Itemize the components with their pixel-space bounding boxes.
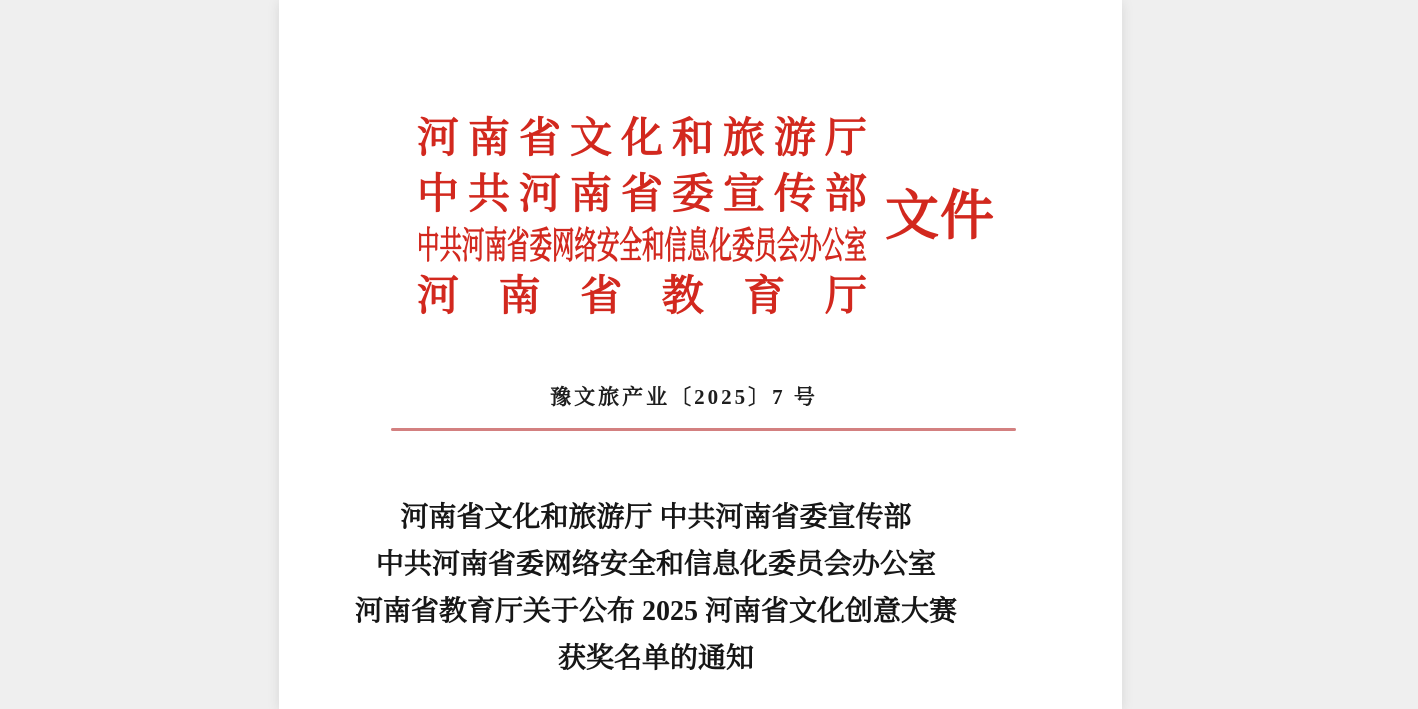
title-line-1: 河南省文化和旅游厅 中共河南省委宣传部	[400, 502, 912, 533]
issuing-org-line-3-text: 中 共 河 南 省 委 网 络 安 全 和 信 息 化 委 员 会 办 公 室	[417, 226, 867, 267]
title-line-3: 河南省教育厅关于公布 2025 河南省文化创意大赛	[354, 596, 957, 627]
title-line-2: 中共河南省委网络安全和信息化委员会办公室	[375, 549, 936, 580]
document-number: 豫文旅产业〔2025〕7 号	[550, 385, 818, 409]
issuing-org-line-4: 河 南 省 教 育 厅	[417, 274, 867, 320]
issuing-org-line-3	[417, 227, 867, 267]
document-word: 文件	[885, 186, 995, 246]
red-divider-line	[391, 428, 1016, 431]
title-line-4: 获奖名单的通知	[557, 643, 754, 674]
issuing-org-line-1: 河 南 省 文 化 和 旅 游 厅	[417, 116, 867, 162]
issuing-org-line-2: 中 共 河 南 省 委 宣 传 部	[417, 172, 867, 218]
document-title	[279, 494, 1033, 682]
document-page	[279, 0, 1122, 709]
